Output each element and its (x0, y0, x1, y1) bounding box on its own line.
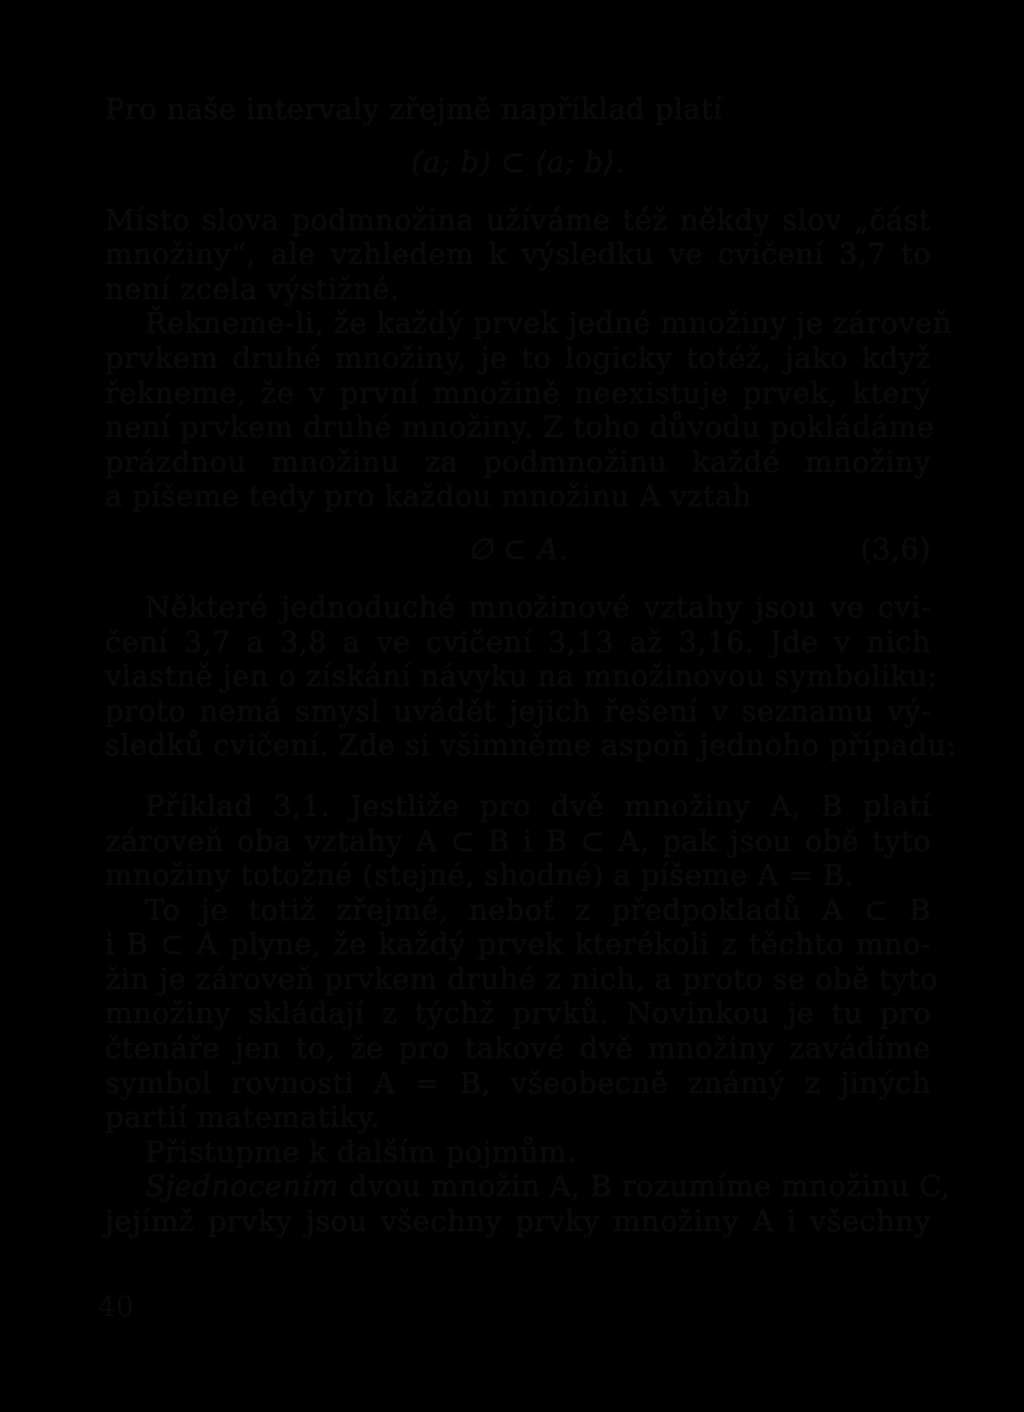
paragraph-empty-set (105, 306, 952, 514)
text-line: Příklad 3,1. Jestliže pro dvě množiny A, B platí (145, 788, 931, 823)
equation-intervals (105, 145, 931, 181)
text-line: a píšeme tedy pro každou množinu A vztah (105, 479, 752, 514)
equation-intervals-formula: (a; b) ⊂ ⟨a; b⟩. (411, 144, 625, 179)
text-span: dvou množin A, B rozumíme množinu C, (338, 1169, 951, 1204)
text-line: proto nemá smysl uvádět jejich řešení v seznamu vý- (105, 693, 931, 728)
text-line: prázdnou množinu za podmnožinu každé množiny (105, 444, 931, 479)
text-line: prvkem druhé množiny, je to logicky totéž, jako když (105, 340, 931, 375)
text-line: žin je zároveň prvkem druhé z nich, a proto se obě tyto (105, 961, 938, 996)
text-line: Místo slova podmnožina užíváme též někdy slov „část (105, 202, 931, 237)
paragraph-exercises (105, 589, 957, 763)
text-line (105, 1169, 951, 1204)
text-line: jejímž prvky jsou všechny prvky množiny A i všechny (105, 1204, 931, 1239)
text-line: partií matematiky. (105, 1100, 380, 1135)
page-number: 40 (98, 1290, 134, 1323)
text-line: Přistupme k dalším pojmům. (145, 1134, 577, 1169)
text-line: symbol rovnosti A = B, všeobecně známý z jiných (105, 1065, 931, 1100)
page-text-block (105, 92, 957, 1239)
term-sjednocenim: Sjednocením (145, 1169, 339, 1204)
text-line: sledků cvičení. Zde si všimněme aspoň jednoho případu: (105, 728, 957, 763)
text-line: množiny skládají z týchž prvků. Novinkou je tu pro (105, 996, 931, 1031)
text-line: čtenáře jen to, že pro takové dvě množiny zavádíme (105, 1031, 931, 1066)
text-line: řekneme, že v první množině neexistuje prvek, který (105, 375, 931, 410)
text-line: zároveň oba vztahy A ⊂ B i B ⊂ A, pak jsou obě tyto (105, 823, 931, 858)
equation-3-6-formula: ∅ ⊂ A. (467, 531, 569, 566)
text-line: množiny totožné (stejné, shodné) a píšeme A = B. (105, 858, 854, 893)
text-line: čení 3,7 a 3,8 a ve cvičení 3,13 až 3,16. Jde v nich (105, 624, 931, 659)
equation-number: (3,6) (860, 531, 931, 566)
text-line: i B ⊂ A plyne, že každý prvek kterékoli z těchto mno- (105, 927, 931, 962)
text-line: množiny“, ale vzhledem k výsledku ve cvičení 3,7 to (105, 237, 931, 272)
text-line: není zcela výstižné. (105, 271, 400, 306)
paragraph-union (105, 1169, 951, 1239)
text-line: vlastně jen o získání návyku na množinovou symboliku; (105, 659, 938, 694)
text-line: Řekneme-li, že každý prvek jedné množiny je zároveň (145, 306, 952, 341)
paragraph-subset-word (105, 203, 931, 307)
equation-3-6 (105, 532, 931, 568)
text-line: Některé jednoduché množinové vztahy jsou ve cvi- (145, 589, 931, 624)
intro-line: Pro naše intervaly zřejmě například platí (105, 92, 723, 126)
example-3-1 (105, 789, 931, 893)
text-line: není prvkem druhé množiny. Z toho důvodu pokládáme (105, 410, 935, 445)
paragraph-proof (105, 892, 938, 1135)
text-line: To je totiž zřejmé, neboť z předpokladů A ⊂ B (145, 892, 931, 927)
